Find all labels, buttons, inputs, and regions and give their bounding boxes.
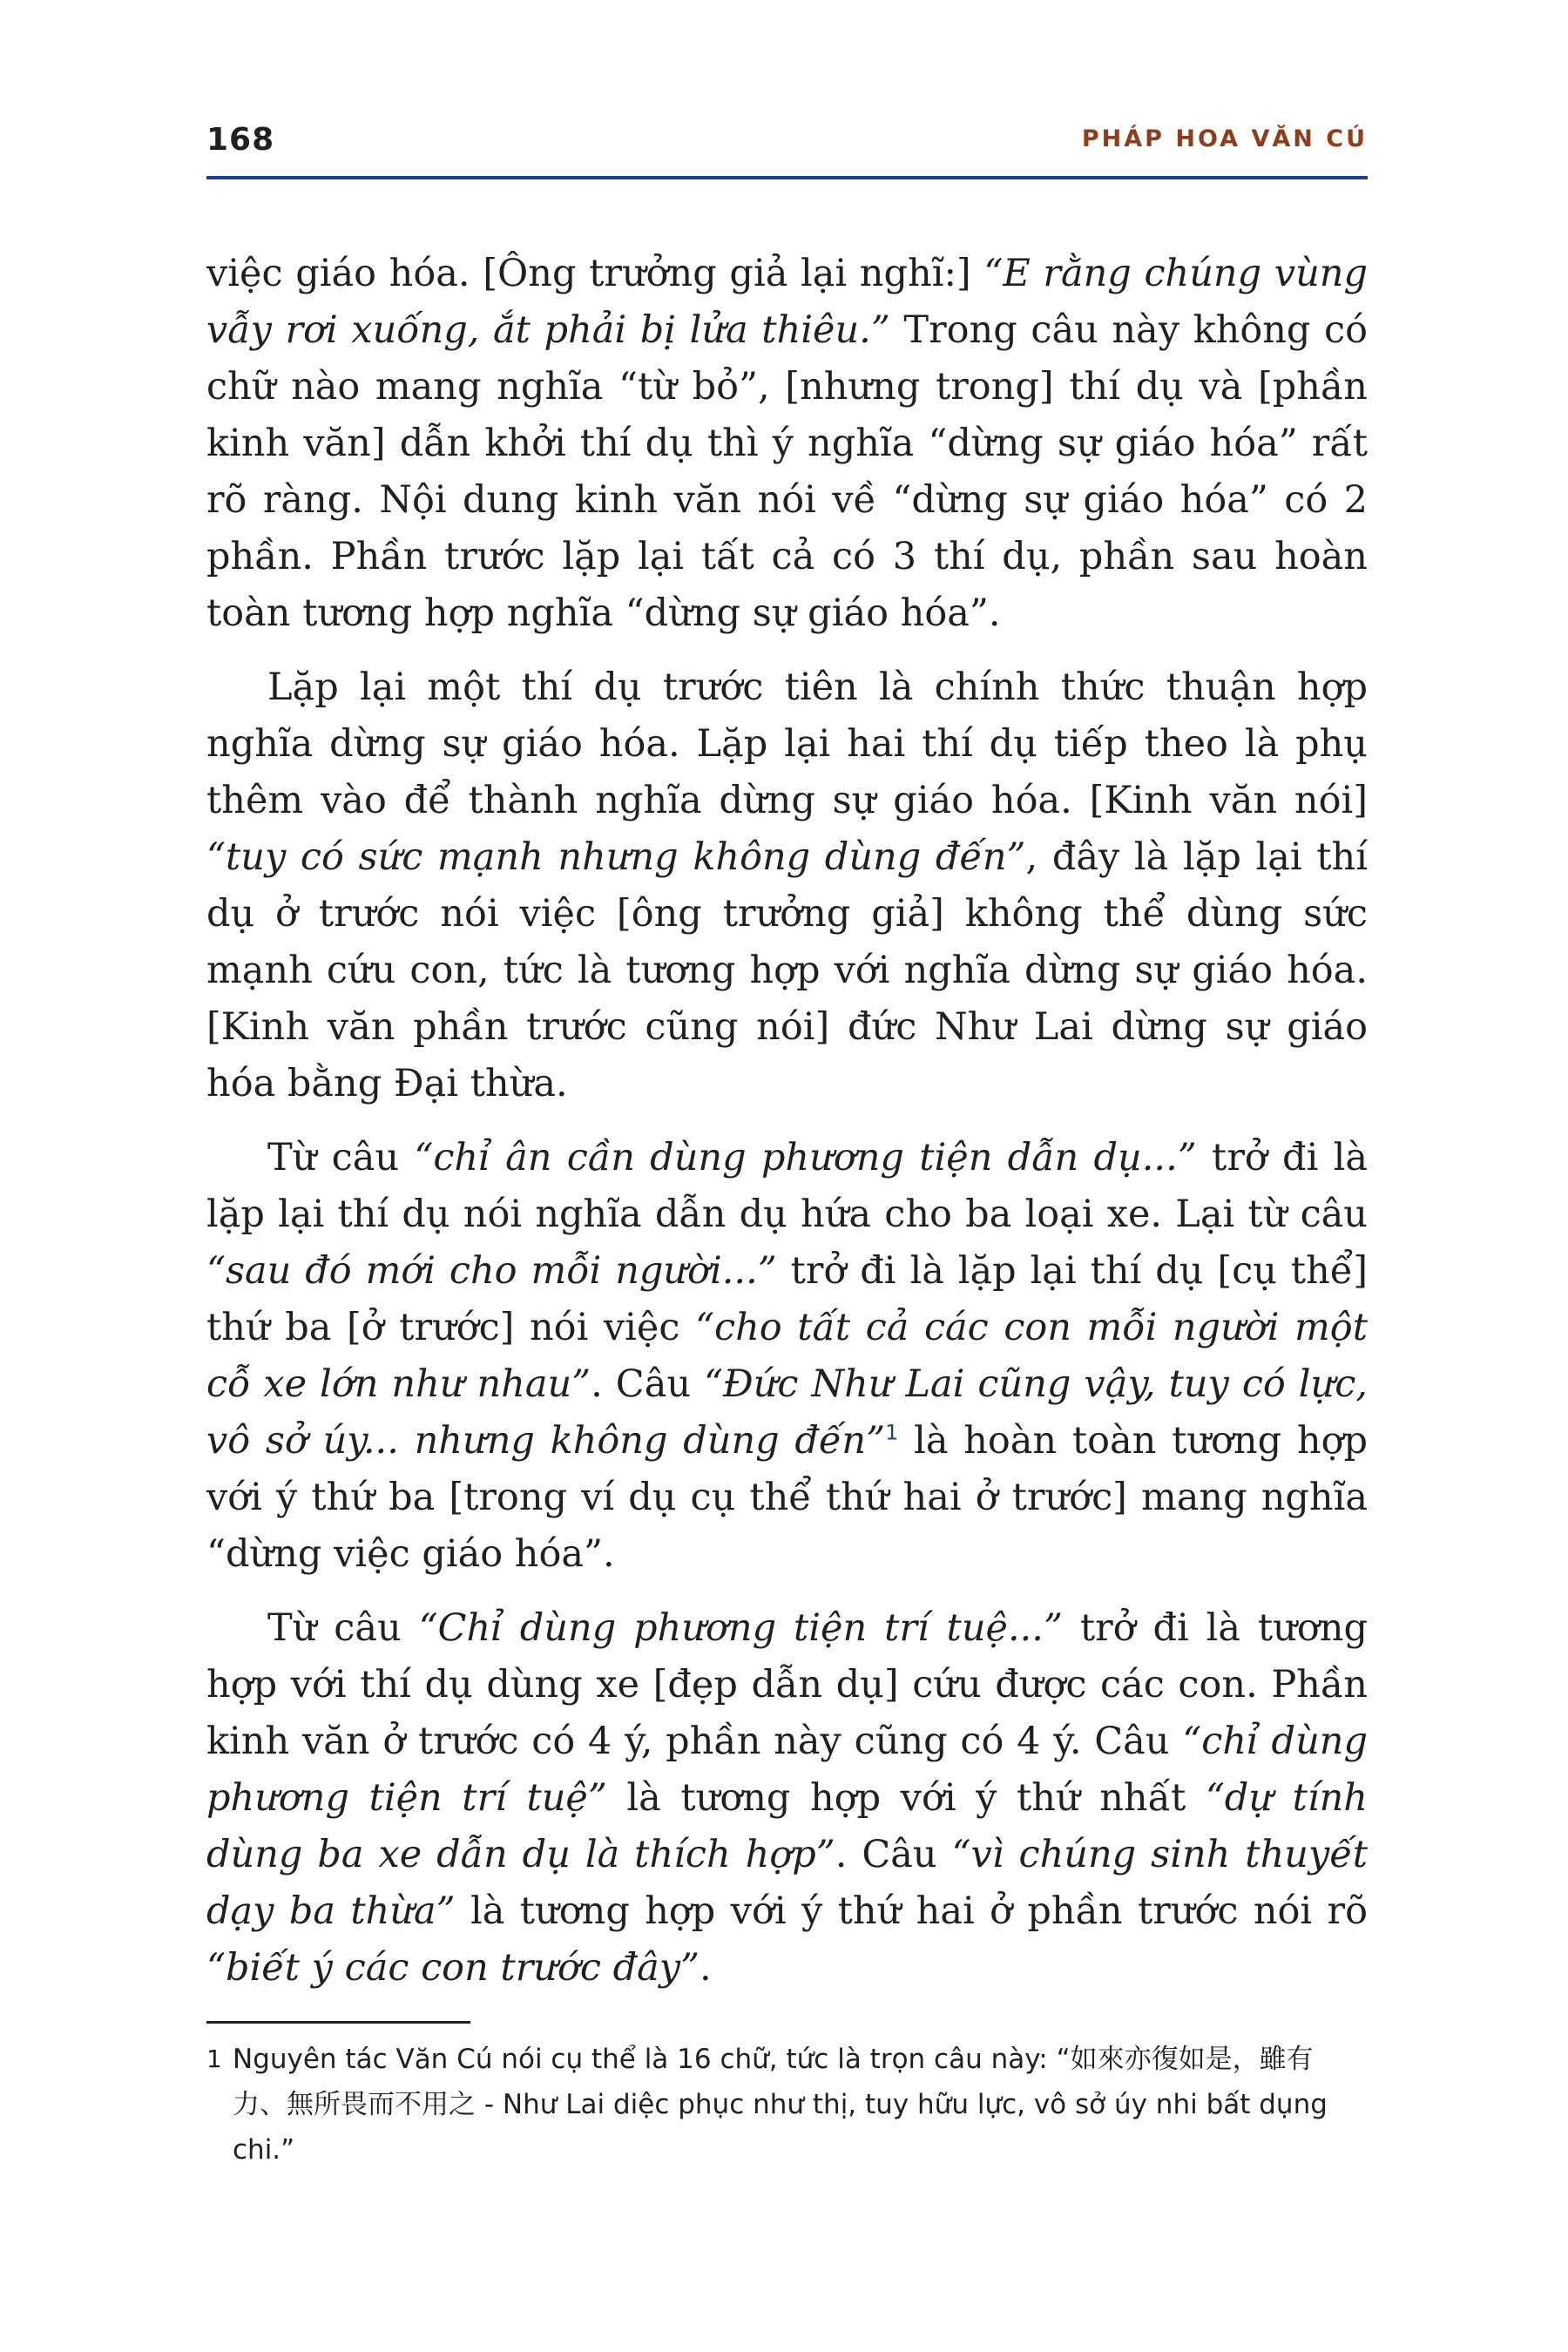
text-run: Trong câu này không có chữ nào mang nghĩa “từ bỏ”, [nhưng trong] thí dụ và [phần kinh văn] dẫn khởi thí dụ thì ý nghĩa “dừng sự giáo hóa” rất rõ ràng. Nội dung kinh văn nói về “dừng sự giáo hóa” có 2 phần. Phần trước lặp lại tất cả có 3 thí dụ, phần sau hoàn toàn tương hợp nghĩa “dừng sự giáo hóa”. (206, 308, 1368, 635)
paragraph-1 (206, 246, 1368, 642)
text-run: là tương hợp với ý thứ hai ở phần trước nói rõ (455, 1889, 1368, 1933)
text-run: Từ câu (267, 1606, 419, 1650)
text-run: là hoàn toàn tương hợp với ý thứ ba [trong ví dụ cụ thể thứ hai ở trước] mang nghĩa “dừng việc giáo hóa”. (206, 1419, 1368, 1576)
header-rule (206, 176, 1368, 179)
page-header (206, 122, 1368, 176)
text-run: Lặp lại một thí dụ trước tiên là chính thức thuận hợp nghĩa dừng sự giáo hóa. Lặp lại hai thí dụ tiếp theo là phụ thêm vào để thành nghĩa dừng sự giáo hóa. [Kinh văn nói] (206, 666, 1368, 822)
text-run: việc giáo hóa. [Ông trưởng giả lại nghĩ:] (206, 252, 984, 295)
running-title: PHÁP HOA VĂN CÚ (1081, 125, 1368, 152)
italic-quote: “E rằng chúng vùng vẫy rơi xuống, ắt phải bị lửa thiêu.” (206, 252, 1368, 352)
italic-quote: “vì chúng sinh thuyết dạy ba thừa” (206, 1833, 1368, 1933)
italic-quote: “biết ý các con trước đây” (206, 1946, 700, 1990)
italic-quote: “cho tất cả các con mỗi người một cỗ xe lớn như nhau” (206, 1306, 1368, 1406)
italic-quote: “tuy có sức mạnh nhưng không dùng đến” (206, 835, 1026, 879)
footnote-reference: 1 (885, 1420, 899, 1445)
text-run: là tương hợp với ý thứ nhất (606, 1776, 1206, 1820)
text-run: . Câu (591, 1362, 705, 1406)
text-run: trở đi là tương hợp với thí dụ dùng xe [đẹp dẫn dụ] cứu được các con. Phần kinh văn ở trước có 4 ý, phần này cũng có 4 ý. Câu (206, 1606, 1368, 1763)
italic-quote: “dự tính dùng ba xe dẫn dụ là thích hợp” (206, 1776, 1368, 1876)
footnote (206, 2037, 1368, 2173)
text-run: trở đi là lặp lại thí dụ [cụ thể] thứ ba [ở trước] nói việc (206, 1249, 1368, 1349)
footnote-text: Nguyên tác Văn Cú nói cụ thể là 16 chữ, tức là trọn câu này: “如來亦復如是，雖有力、無所畏而不用之 - Như Lai diệc phục như thị, tuy hữu lực, vô sở úy nhi bất dụng chi.” (233, 2044, 1328, 2166)
italic-quote: “Chỉ dùng phương tiện trí tuệ...” (418, 1606, 1063, 1650)
italic-quote: “Đức Như Lai cũng vậy, tuy có lực, vô sở úy... nhưng không dùng đến” (206, 1362, 1368, 1463)
text-run: . Câu (835, 1833, 952, 1876)
paragraph-4 (206, 1600, 1368, 1997)
italic-quote: “chỉ dùng phương tiện trí tuệ” (206, 1720, 1368, 1820)
text-run: , đây là lặp lại thí dụ ở trước nói việc [ông trưởng giả] không thể dùng sức mạnh cứu con, tức là tương hợp với nghĩa dừng sự giáo hóa. [Kinh văn phần trước cũng nói] đức Như Lai dừng sự giáo hóa bằng Đại thừa. (206, 835, 1369, 1105)
italic-quote: “sau đó mới cho mỗi người...” (206, 1249, 777, 1293)
text-run: Từ câu (267, 1136, 415, 1179)
italic-quote: “chỉ ân cần dùng phương tiện dẫn dụ...” (414, 1136, 1197, 1179)
paragraph-2 (206, 659, 1368, 1112)
text-run: . (700, 1946, 712, 1990)
body-text (206, 246, 1368, 2014)
footnote-rule (206, 2021, 470, 2024)
paragraph-3 (206, 1130, 1368, 1583)
page-number: 168 (206, 122, 275, 158)
footnote-marker: 1 (206, 2044, 222, 2073)
text-run: trở đi là lặp lại thí dụ nói nghĩa dẫn dụ hứa cho ba loại xe. Lại từ câu (206, 1136, 1368, 1236)
